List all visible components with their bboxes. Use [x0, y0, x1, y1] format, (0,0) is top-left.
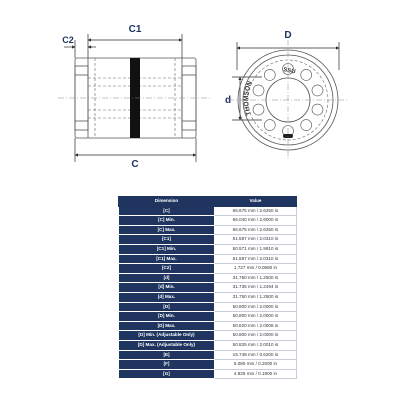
table-row: [119, 321, 297, 331]
value-cell: 4.826 mm / 0.1900 in: [215, 369, 297, 379]
side-view: [58, 24, 212, 170]
table-row: [119, 206, 297, 216]
ball-track-lobe: [264, 69, 275, 80]
value-cell: 66.040 mm / 2.6000 in: [215, 216, 297, 226]
dimension-cell: [d] Max.: [119, 292, 215, 302]
value-cell: 50.800 mm / 2.0000 in: [215, 312, 297, 322]
dimension-cell: [C1]: [119, 235, 215, 245]
value-cell: 66.675 mm / 2.6250 in: [215, 206, 297, 216]
model-text: SSU: [282, 67, 296, 76]
table-row: [119, 264, 297, 274]
table-header-row: [119, 197, 297, 207]
ball-track-lobe: [301, 120, 312, 131]
dimension-cell: [D] Min.: [119, 312, 215, 322]
ball-track-lobe: [312, 85, 323, 96]
value-cell: 50.800 mm / 2.0000 in: [215, 331, 297, 341]
value-cell: 31.735 mm / 1.2494 in: [215, 283, 297, 293]
bearing-technical-drawing: [0, 0, 400, 190]
d-outer-label: D: [284, 30, 292, 41]
table-row: [119, 235, 297, 245]
value-cell: 51.587 mm / 2.0310 in: [215, 254, 297, 264]
end-view: [225, 30, 348, 160]
ball-track-lobe: [264, 120, 275, 131]
ball-track-lobe: [253, 85, 264, 96]
value-cell: 31.750 mm / 1.2500 in: [215, 292, 297, 302]
dimension-cell: [G]: [119, 369, 215, 379]
ball-track-lobe: [301, 69, 312, 80]
dimension-cell: [C]: [119, 206, 215, 216]
dimension-cell: [C2]: [119, 264, 215, 274]
dimension-cell: [d] Min.: [119, 283, 215, 293]
ball-track-lobe: [312, 104, 323, 115]
dimension-cell: [D]: [119, 302, 215, 312]
dimension-cell: [F]: [119, 360, 215, 370]
table-row: [119, 254, 297, 264]
value-cell: 51.587 mm / 2.0310 in: [215, 235, 297, 245]
table-row: [119, 225, 297, 235]
table-row: [119, 292, 297, 302]
dimension-cell: [C1] Min.: [119, 244, 215, 254]
value-cell: 50.571 mm / 1.9910 in: [215, 244, 297, 254]
table-row: [119, 340, 297, 350]
value-cell: 31.750 mm / 1.2500 in: [215, 273, 297, 283]
dimension-cell: [C1] Max.: [119, 254, 215, 264]
value-cell: 1.727 mm / 0.0680 in: [215, 264, 297, 274]
dimension-cell: [d]: [119, 273, 215, 283]
table-row: [119, 369, 297, 379]
dimension-cell: [D] Max.: [119, 321, 215, 331]
table-row: [119, 283, 297, 293]
table-row: [119, 216, 297, 226]
c1-label: C1: [128, 24, 142, 35]
dimension-cell: [C] Min.: [119, 216, 215, 226]
table-row: [119, 244, 297, 254]
value-cell: 50.820 mm / 2.0008 in: [215, 321, 297, 331]
dimension-cell: [C] Max.: [119, 225, 215, 235]
table-row: [119, 273, 297, 283]
table-row: [119, 331, 297, 341]
value-cell: 50.800 mm / 2.0000 in: [215, 302, 297, 312]
c-label: C: [131, 159, 139, 170]
value-cell: 66.675 mm / 2.6250 in: [215, 225, 297, 235]
column-header-value: Value: [215, 197, 297, 207]
value-cell: 15.748 mm / 0.6200 in: [215, 350, 297, 360]
ball-track-lobe: [253, 104, 264, 115]
dimension-cell: [E]: [119, 350, 215, 360]
value-cell: 5.080 mm / 0.2000 in: [215, 360, 297, 370]
value-cell: 50.825 mm / 2.0010 in: [215, 340, 297, 350]
dimension-cell: [D] Max. (Adjustable Only): [119, 340, 215, 350]
table-row: [119, 350, 297, 360]
table-row: [119, 312, 297, 322]
d-inner-label: d: [224, 95, 232, 106]
brand-text: THOMSON: [242, 80, 254, 117]
table-row: [119, 302, 297, 312]
c2-label: C2: [62, 35, 74, 45]
table-row: [119, 360, 297, 370]
dimension-table: [118, 196, 297, 379]
column-header-dimension: Dimension: [119, 197, 215, 207]
dimension-cell: [D] Min. (Adjustable Only): [119, 331, 215, 341]
